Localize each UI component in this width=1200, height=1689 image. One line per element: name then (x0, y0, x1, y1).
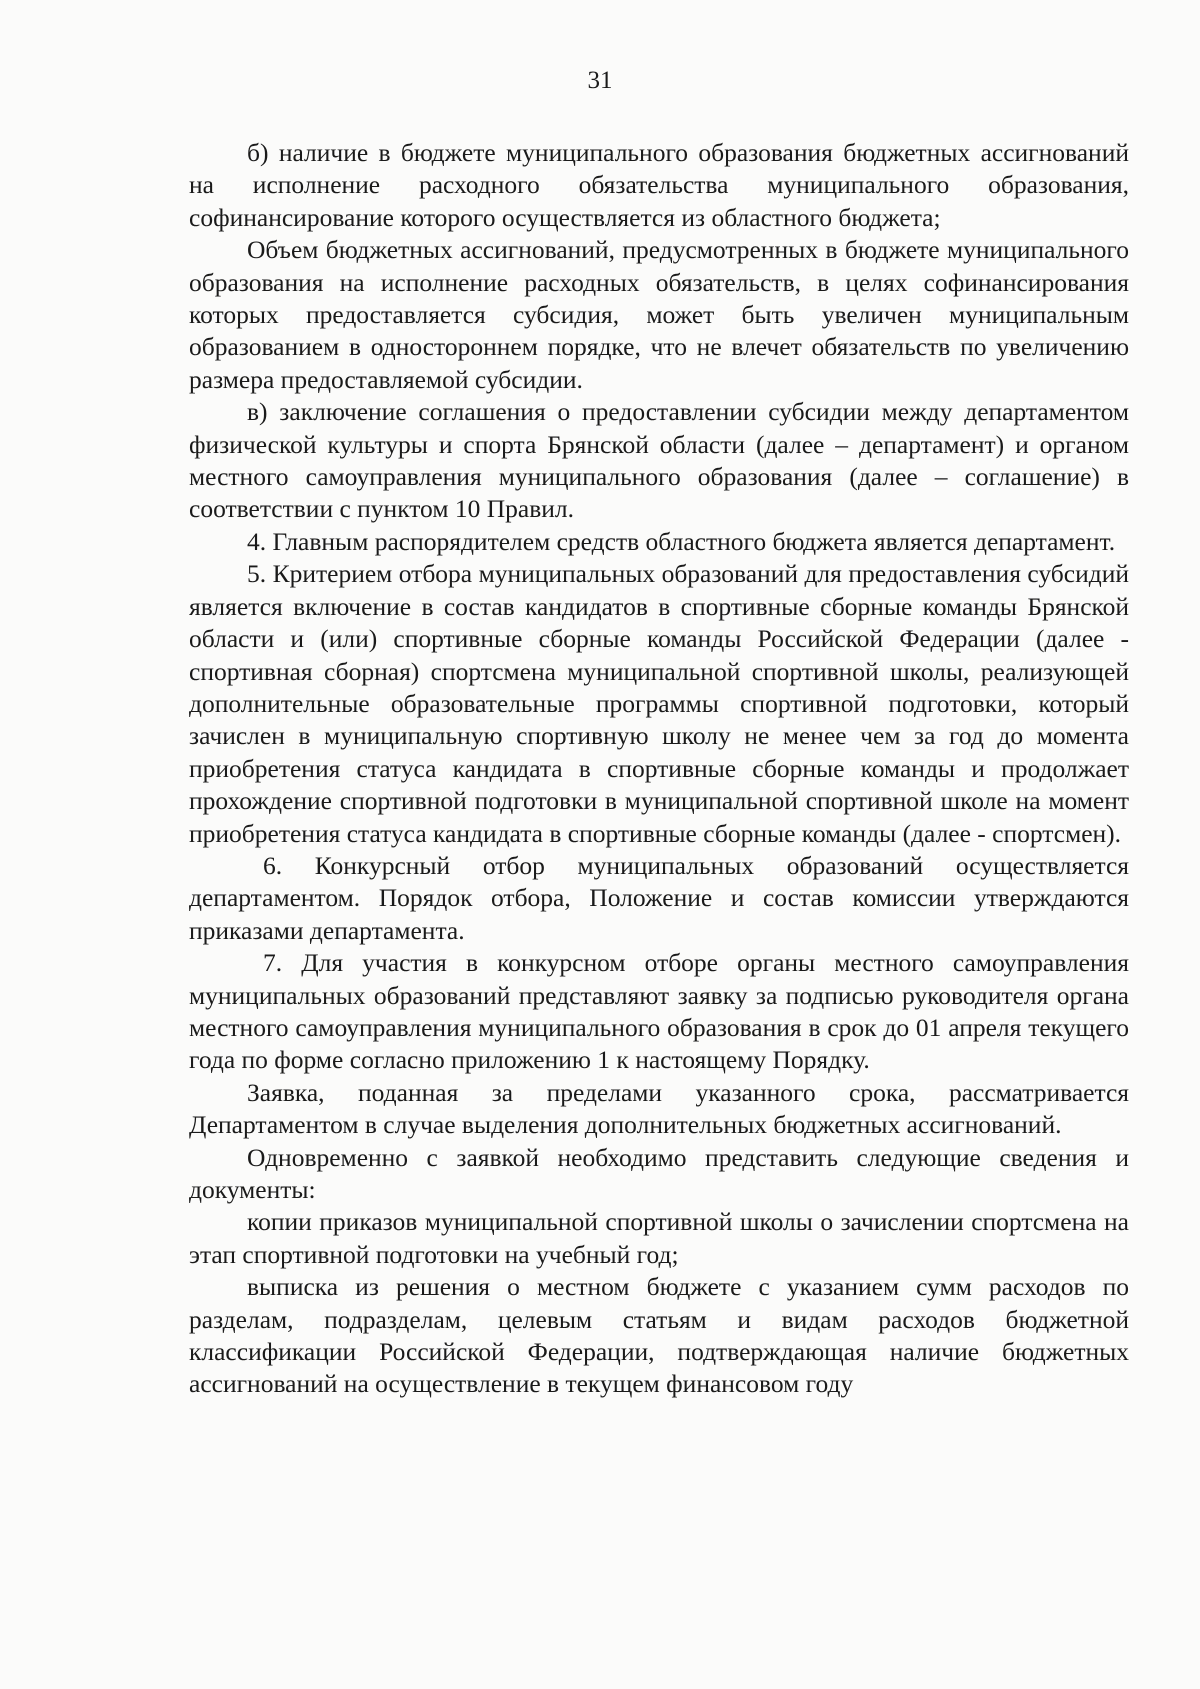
paragraph-clause-5: 5. Критерием отбора муниципальных образований для предоставления субсидий является включение в состав кандидатов в спортивные сборные команды Брянской области и (или) спортивные сборные команды Российской Федерации (далее - спортивная сборная) спортсмена муниципальной спортивной школы, реализующей дополнительные образовательные программы спортивной подготовки, который зачислен в муниципальную спортивную школу не менее чем за год до момента приобретения статуса кандидата в спортивные сборные команды и продолжает прохождение спортивной подготовки в муниципальной спортивной школе на момент приобретения статуса кандидата в спортивные сборные команды (далее - спортсмен). (189, 559, 1129, 848)
document-body (189, 137, 1129, 1401)
paragraph-clause-4: 4. Главным распорядителем средств областного бюджета является департамент. (247, 526, 1116, 556)
paragraph-item-b: б) наличие в бюджете муниципального образования бюджетных ассигнований на исполнение расходного обязательства муниципального образования, софинансирование которого осуществляется из областного бюджета; (189, 138, 1129, 232)
paragraph-clause-6: 6. Конкурсный отбор муниципальных образований осуществляется департаментом. Порядок отбора, Положение и состав комиссии утверждаются приказами департамента. (189, 850, 1129, 945)
paragraph-order-copies: копии приказов муниципальной спортивной школы о зачислении спортсмена на этап спортивной подготовки на учебный год; (189, 1207, 1129, 1269)
paragraph-budget-extract: выписка из решения о местном бюджете с указанием сумм расходов по разделам, подразделам, целевым статьям и видам расходов бюджетной классификации Российской Федерации, подтверждающая наличие бюджетных ассигнований на осуществление в текущем финансовом году (189, 1272, 1129, 1399)
paragraph-budget-volume: Объем бюджетных ассигнований, предусмотренных в бюджете муниципального образования на исполнение расходных обязательств, в целях софинансирования которых предоставляется субсидия, может быть увеличен муниципальным образованием в одностороннем порядке, что не влечет обязательств по увеличению размера предоставляемой субсидии. (189, 235, 1129, 394)
paragraph-late-application: Заявка, поданная за пределами указанного срока, рассматривается Департаментом в случае выделения дополнительных бюджетных ассигнований. (189, 1077, 1129, 1140)
paragraph-item-v: в) заключение соглашения о предоставлении субсидии между департаментом физической культуры и спорта Брянской области (далее – департамент) и органом местного самоуправления муниципального образования (далее – соглашение) в соответствии с пунктом 10 Правил. (189, 397, 1129, 524)
paragraph-required-documents: Одновременно с заявкой необходимо представить следующие сведения и документы: (189, 1142, 1129, 1204)
page-number: 31 (587, 67, 613, 94)
paragraph-clause-7: 7. Для участия в конкурсном отборе органы местного самоуправления муниципальных образований представляют заявку за подписью руководителя органа местного самоуправления муниципального образования в срок до 01 апреля текущего года по форме согласно приложению 1 к настоящему Порядку. (189, 948, 1129, 1075)
